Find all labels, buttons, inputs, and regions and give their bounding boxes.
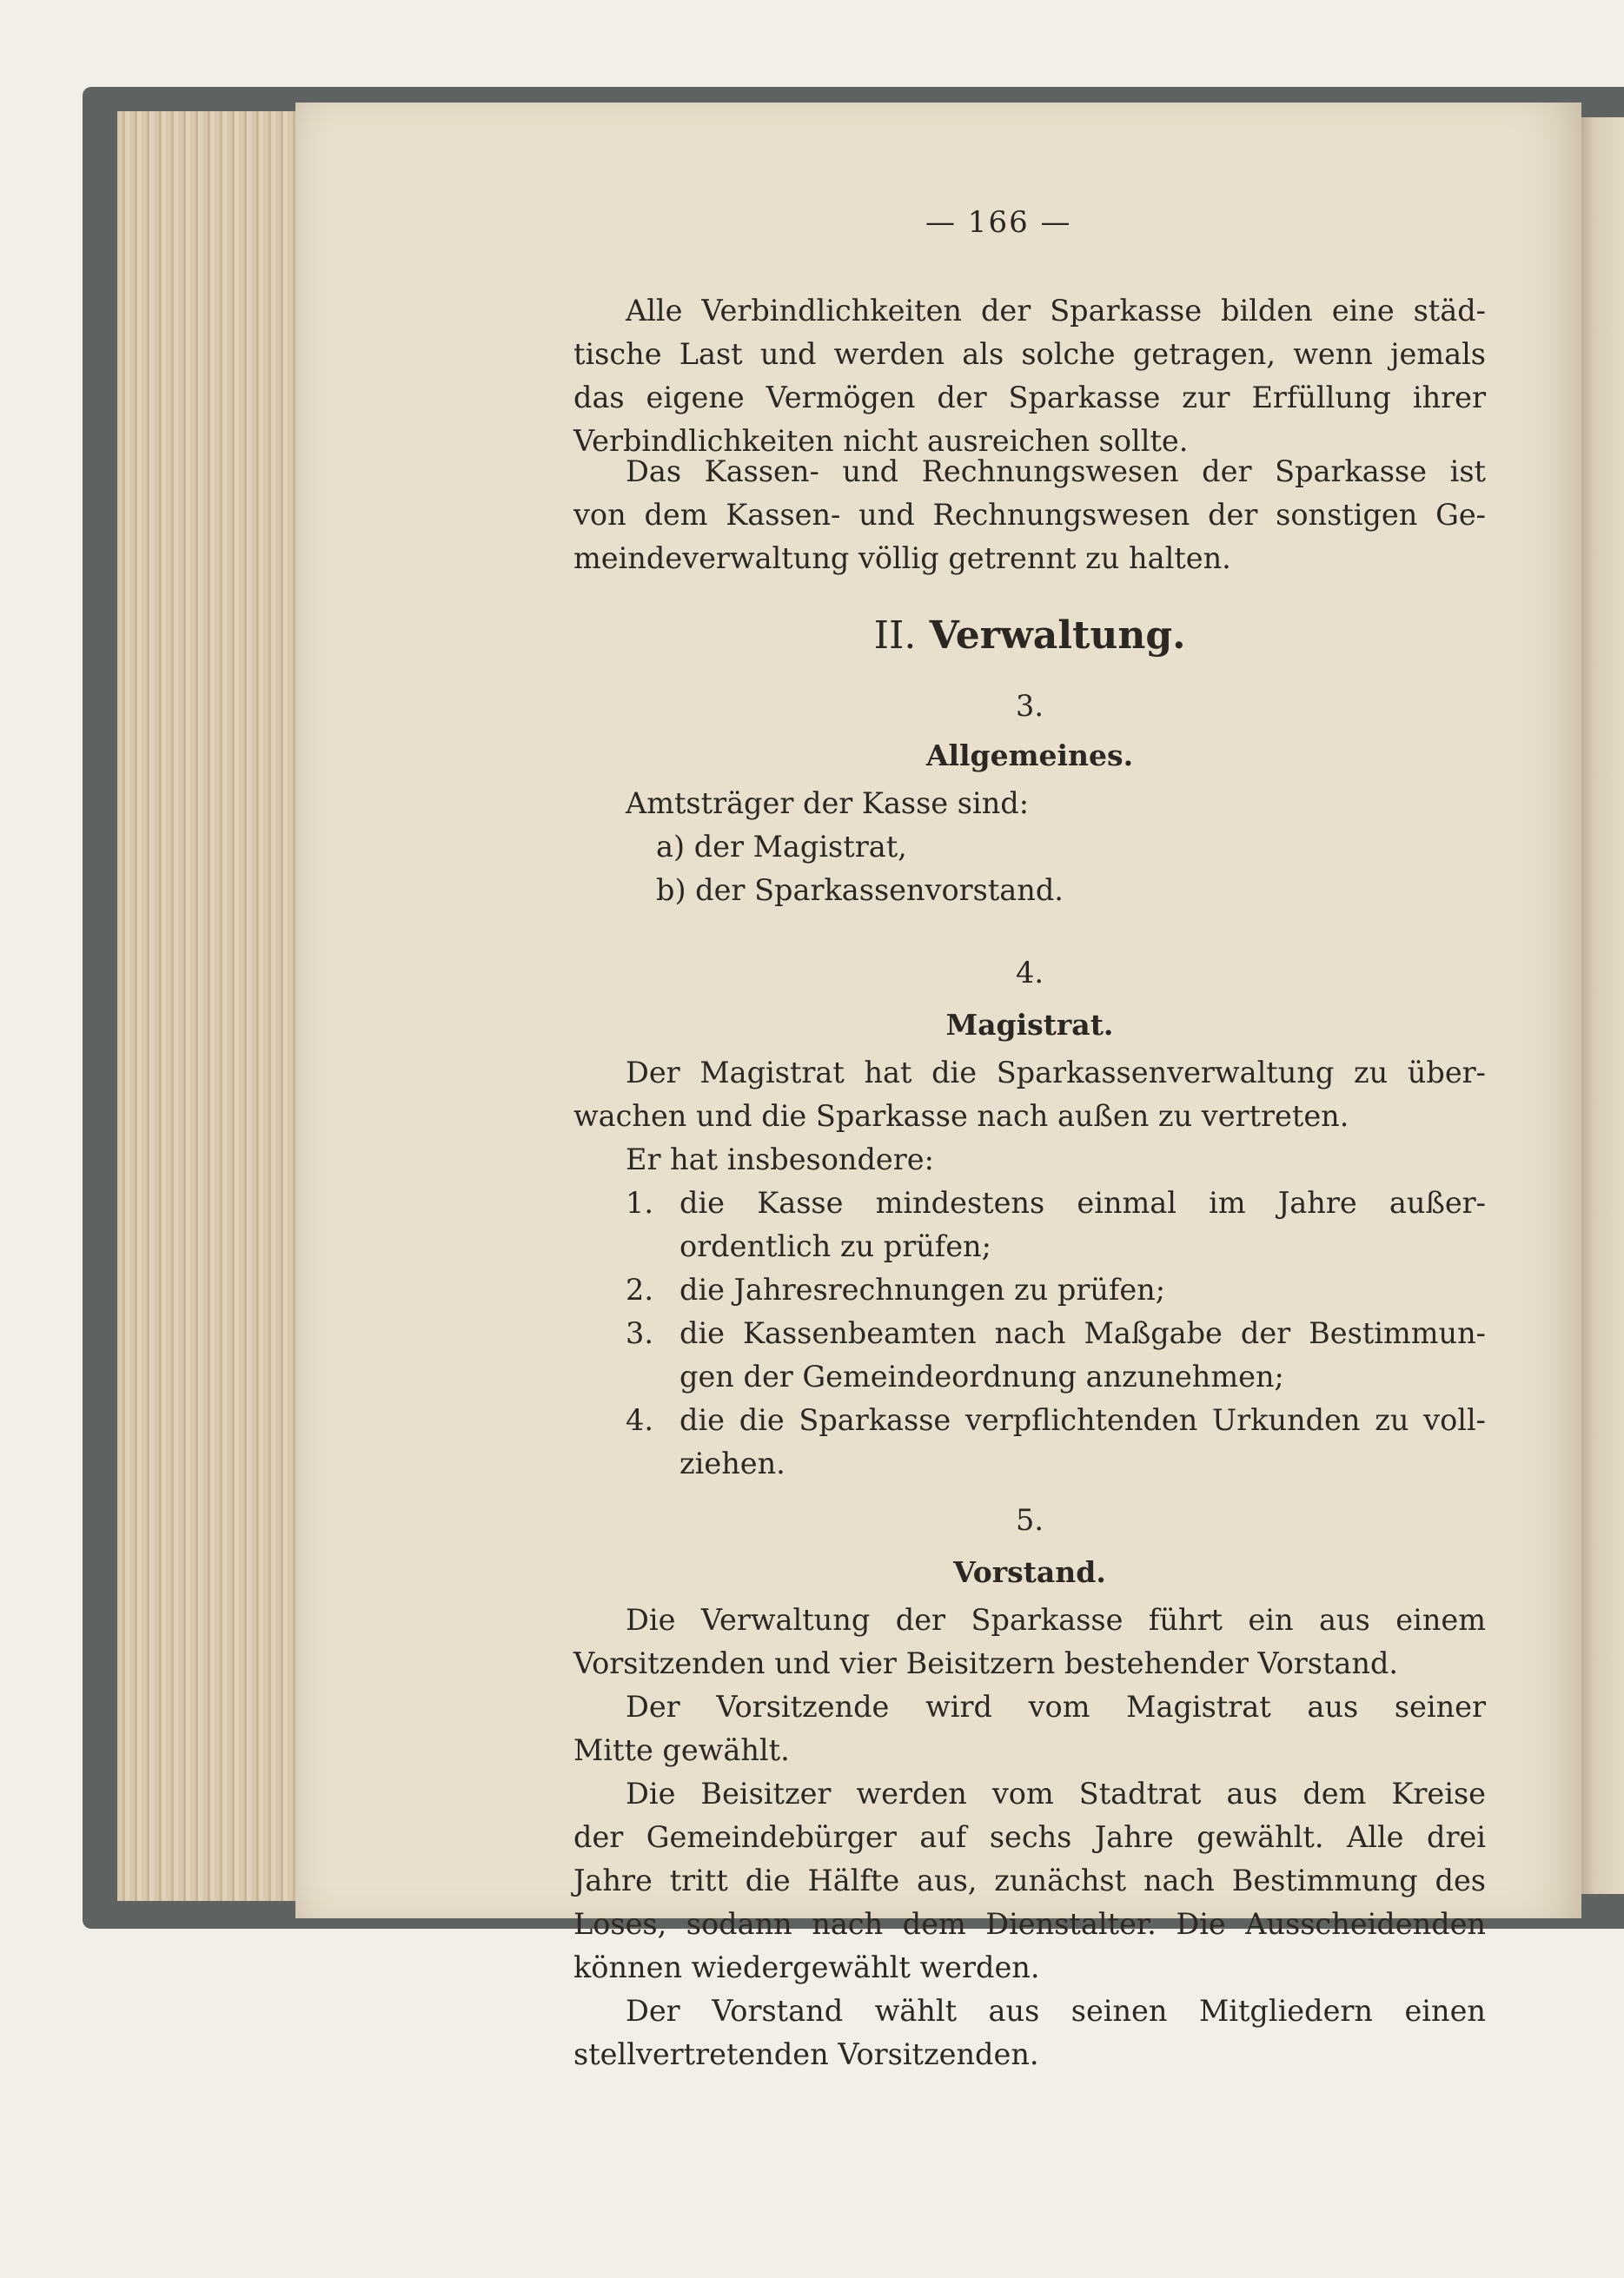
section-numeral: II. xyxy=(873,613,917,658)
section-heading xyxy=(573,614,1486,658)
paragraph xyxy=(573,1772,1486,1990)
text-line: Alle Verbindlichkeiten der Sparkasse bilden eine städ- xyxy=(626,294,1486,328)
article-title: Allgemeines. xyxy=(925,738,1134,772)
text-line: Vorsitzenden und vier Beisitzern bestehender Vorstand. xyxy=(573,1646,1399,1680)
text-line: Mitte gewählt. xyxy=(573,1733,790,1767)
paragraph xyxy=(573,1599,1486,1685)
page-edges xyxy=(117,111,304,1901)
text-line: Das Kassen- und Rechnungswesen der Sparkasse ist xyxy=(626,454,1486,488)
list-number: 2. xyxy=(626,1273,653,1307)
paragraph xyxy=(573,450,1486,580)
text-line: ordentlich zu prüfen; xyxy=(679,1229,991,1263)
text-line: Der Vorstand wählt aus seinen Mitgliedern einen xyxy=(626,1994,1486,2028)
paragraph xyxy=(573,289,1486,463)
text-line: Die Beisitzer werden vom Stadtrat aus dem Kreise xyxy=(626,1777,1486,1811)
text-line: Der Vorsitzende wird vom Magistrat aus seiner xyxy=(626,1690,1486,1724)
article-number: 4. xyxy=(1016,956,1044,990)
text-line: die Kassenbeamten nach Maßgabe der Bestimmun- xyxy=(679,1316,1486,1350)
text-line: Der Magistrat hat die Sparkassenverwaltung zu über- xyxy=(626,1056,1486,1089)
list-item: b) der Sparkassenvorstand. xyxy=(656,873,1064,907)
paragraph xyxy=(573,1051,1486,1138)
text-line: Er hat insbesondere: xyxy=(626,1142,934,1176)
list-number: 4. xyxy=(626,1403,653,1437)
paragraph xyxy=(573,1685,1486,1772)
text-line: von dem Kassen- und Rechnungswesen der sonstigen Ge- xyxy=(573,498,1486,532)
article-number: 3. xyxy=(1016,689,1044,723)
list-item: a) der Magistrat, xyxy=(656,830,907,864)
list-number: 3. xyxy=(626,1316,653,1350)
article-title: Magistrat. xyxy=(945,1008,1114,1042)
text-line: wachen und die Sparkasse nach außen zu vertreten. xyxy=(573,1099,1349,1133)
text-line: der Gemeindebürger auf sechs Jahre gewählt. Alle drei xyxy=(573,1820,1486,1854)
article-number: 5. xyxy=(1016,1503,1044,1537)
text-line: das eigene Vermögen der Sparkasse zur Erfüllung ihrer xyxy=(573,381,1486,414)
section-title: Verwaltung. xyxy=(929,613,1186,658)
text-line: tische Last und werden als solche getragen, wenn jemals xyxy=(573,337,1486,371)
text-line: die Jahresrechnungen zu prüfen; xyxy=(679,1273,1166,1307)
text-line: Verbindlichkeiten nicht ausreichen sollte. xyxy=(573,424,1189,458)
text-line: Die Verwaltung der Sparkasse führt ein aus einem xyxy=(626,1603,1486,1637)
text-line: die Kasse mindestens einmal im Jahre außer- xyxy=(679,1186,1486,1220)
text-line: ziehen. xyxy=(679,1447,785,1480)
text-line: stellvertretenden Vorsitzenden. xyxy=(573,2037,1039,2071)
page-number: — 166 — xyxy=(925,205,1072,240)
list-number: 1. xyxy=(626,1186,653,1220)
text-line: Amtsträger der Kasse sind: xyxy=(626,786,1029,820)
text-line: meindeverwaltung völlig getrennt zu halten. xyxy=(573,541,1231,575)
text-line: die die Sparkasse verpflichtenden Urkunden zu voll- xyxy=(679,1403,1486,1437)
article-title: Vorstand. xyxy=(953,1555,1106,1589)
text-line: können wiedergewählt werden. xyxy=(573,1950,1040,1984)
text-line: gen der Gemeindeordnung anzunehmen; xyxy=(679,1360,1284,1394)
paragraph xyxy=(573,1990,1486,2076)
text-line: Loses, sodann nach dem Dienstalter. Die Ausscheidenden xyxy=(573,1907,1486,1941)
text-line: Jahre tritt die Hälfte aus, zunächst nach Bestimmung des xyxy=(573,1864,1486,1897)
